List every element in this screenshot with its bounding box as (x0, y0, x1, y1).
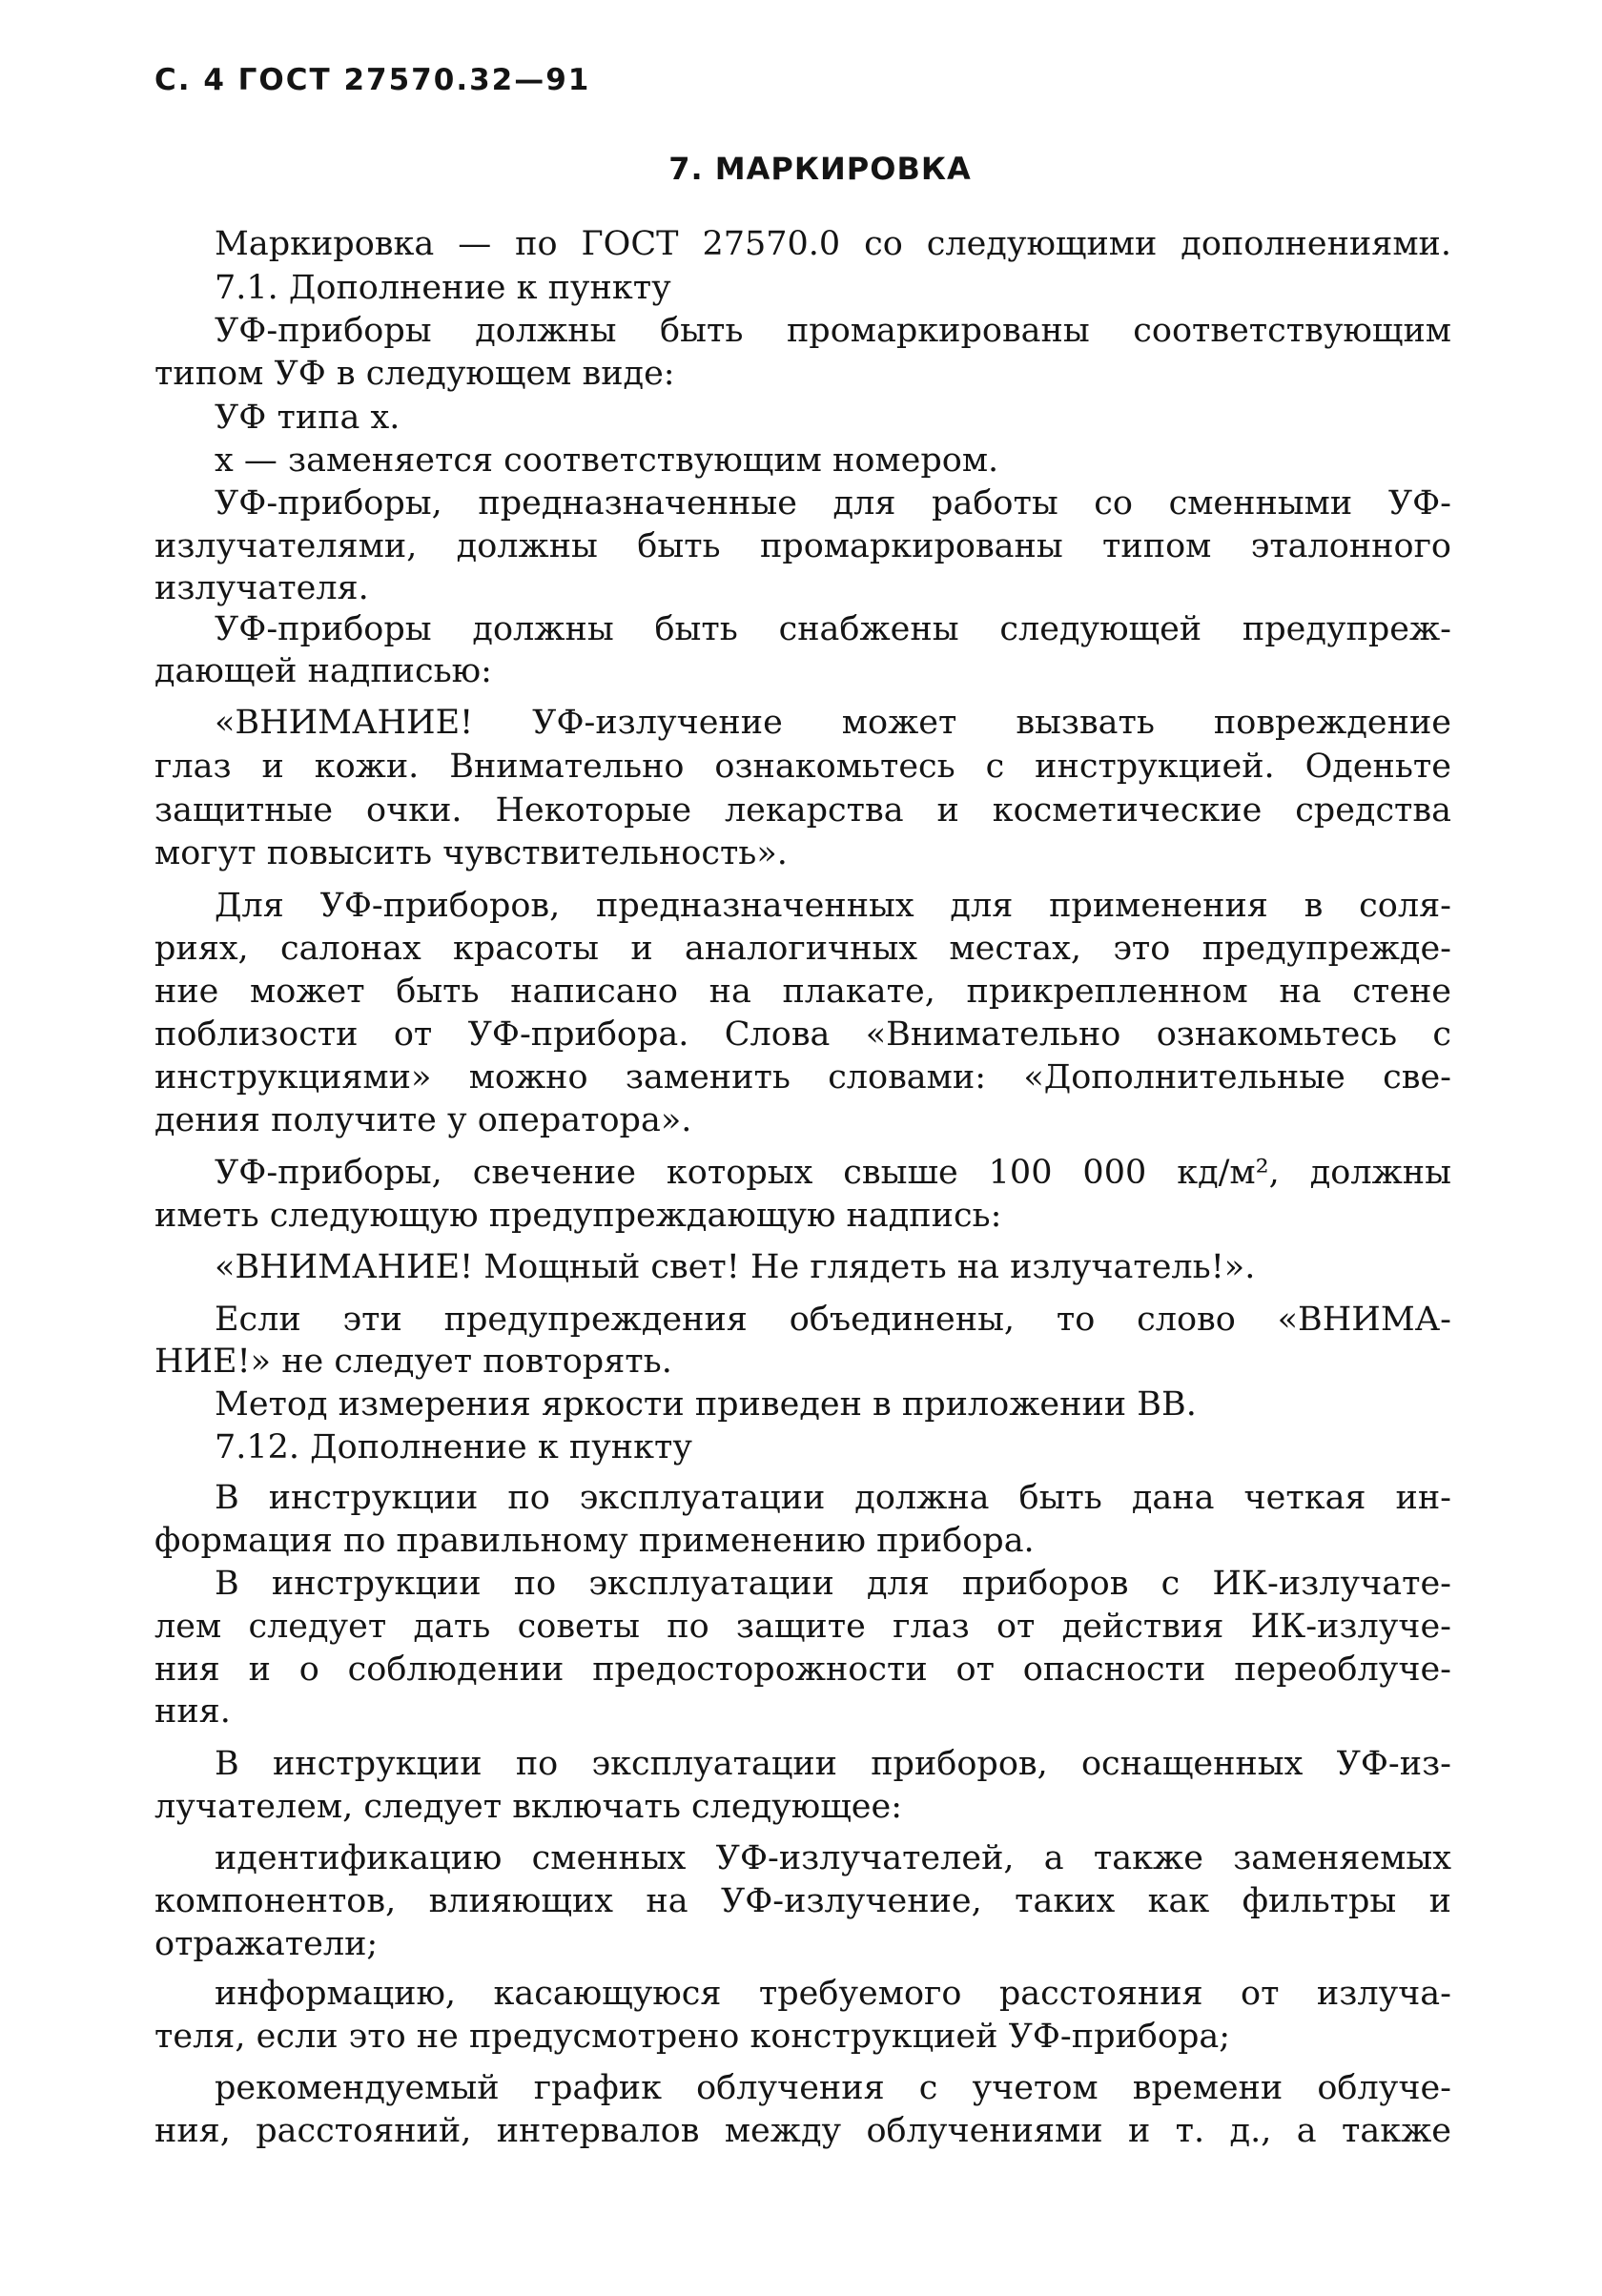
text-line: дающей надписью: (154, 652, 492, 690)
text-line: иметь следующую предупреждающую надпись: (154, 1197, 1002, 1235)
text-line: теля, если это не предусмотрено конструкцией УФ-прибора; (154, 2018, 1231, 2056)
text-line: отражатели; (154, 1925, 379, 1963)
text-line: формация по правильному применению прибора. (154, 1522, 1035, 1560)
text-line: УФ-приборы, свечение которых свыше 100 000 кд/м², должны (215, 1154, 1451, 1192)
text-line: УФ-приборы, предназначенные для работы со сменными УФ- (215, 484, 1451, 523)
text-line: ния и о соблюдении предосторожности от опасности переоблуче- (154, 1650, 1451, 1689)
text-line: могут повысить чувствительность». (154, 834, 788, 872)
text-line: риях, салонах красоты и аналогичных местах, это предупрежде- (154, 930, 1451, 968)
text-line: В инструкции по эксплуатации приборов, оснащенных УФ-из- (215, 1745, 1451, 1783)
text-line: ние может быть написано на плакате, прикрепленном на стене (154, 973, 1451, 1011)
text-line: компонентов, влияющих на УФ-излучение, таких как фильтры и (154, 1882, 1451, 1920)
text-line: ния. (154, 1692, 231, 1731)
text-line: типом УФ в следующем виде: (154, 355, 675, 393)
text-line: глаз и кожи. Внимательно ознакомьтесь с инструкцией. Оденьте (154, 748, 1451, 786)
text-line: Для УФ-приборов, предназначенных для применения в соля- (215, 887, 1451, 925)
text-line: 7.1. Дополнение к пункту (215, 269, 671, 307)
text-line: лучателем, следует включать следующее: (154, 1788, 902, 1826)
text-line: защитные очки. Некоторые лекарства и косметические средства (154, 791, 1451, 830)
text-line: «ВНИМАНИЕ! Мощный свет! Не глядеть на излучатель!». (215, 1248, 1256, 1286)
text-line: Если эти предупреждения объединены, то слово «ВНИМА- (215, 1301, 1451, 1339)
section-title: 7. МАРКИРОВКА (668, 151, 972, 187)
page-header: С. 4 ГОСТ 27570.32—91 (154, 63, 591, 97)
text-line: инструкциями» можно заменить словами: «Дополнительные све- (154, 1058, 1451, 1097)
text-line: УФ-приборы должны быть промаркированы соответствующим (215, 312, 1451, 350)
text-line: ния, расстояний, интервалов между облучениями и т. д., а также (154, 2112, 1451, 2150)
text-line: В инструкции по эксплуатации для приборов с ИК-излучате- (215, 1565, 1451, 1603)
text-line: УФ типа х. (215, 399, 400, 437)
text-line: излучателя. (154, 569, 369, 607)
text-line: «ВНИМАНИЕ! УФ-излучение может вызвать повреждение (215, 704, 1451, 742)
text-line: х — заменяется соответствующим номером. (215, 441, 999, 480)
text-line: Метод измерения яркости приведен в приложении ВВ. (215, 1385, 1197, 1424)
text-line: информацию, касающуюся требуемого расстояния от излуча- (215, 1975, 1451, 2013)
text-line: излучателями, должны быть промаркированы типом эталонного (154, 527, 1451, 565)
text-line: Маркировка — по ГОСТ 27570.0 со следующими дополнениями. (215, 225, 1451, 263)
text-line: 7.12. Дополнение к пункту (215, 1428, 692, 1466)
text-line: лем следует дать советы по защите глаз от действия ИК-излуче- (154, 1608, 1451, 1646)
text-line: идентификацию сменных УФ-излучателей, а также заменяемых (215, 1839, 1451, 1877)
text-line: В инструкции по эксплуатации должна быть дана четкая ин- (215, 1479, 1451, 1517)
text-line: рекомендуемый график облучения с учетом времени облуче- (215, 2069, 1451, 2107)
text-line: УФ-приборы должны быть снабжены следующей предупреж- (215, 610, 1451, 648)
text-line: НИЕ!» не следует повторять. (154, 1343, 672, 1381)
text-line: дения получите у оператора». (154, 1101, 692, 1139)
text-line: поблизости от УФ-прибора. Слова «Внимательно ознакомьтесь с (154, 1015, 1451, 1054)
